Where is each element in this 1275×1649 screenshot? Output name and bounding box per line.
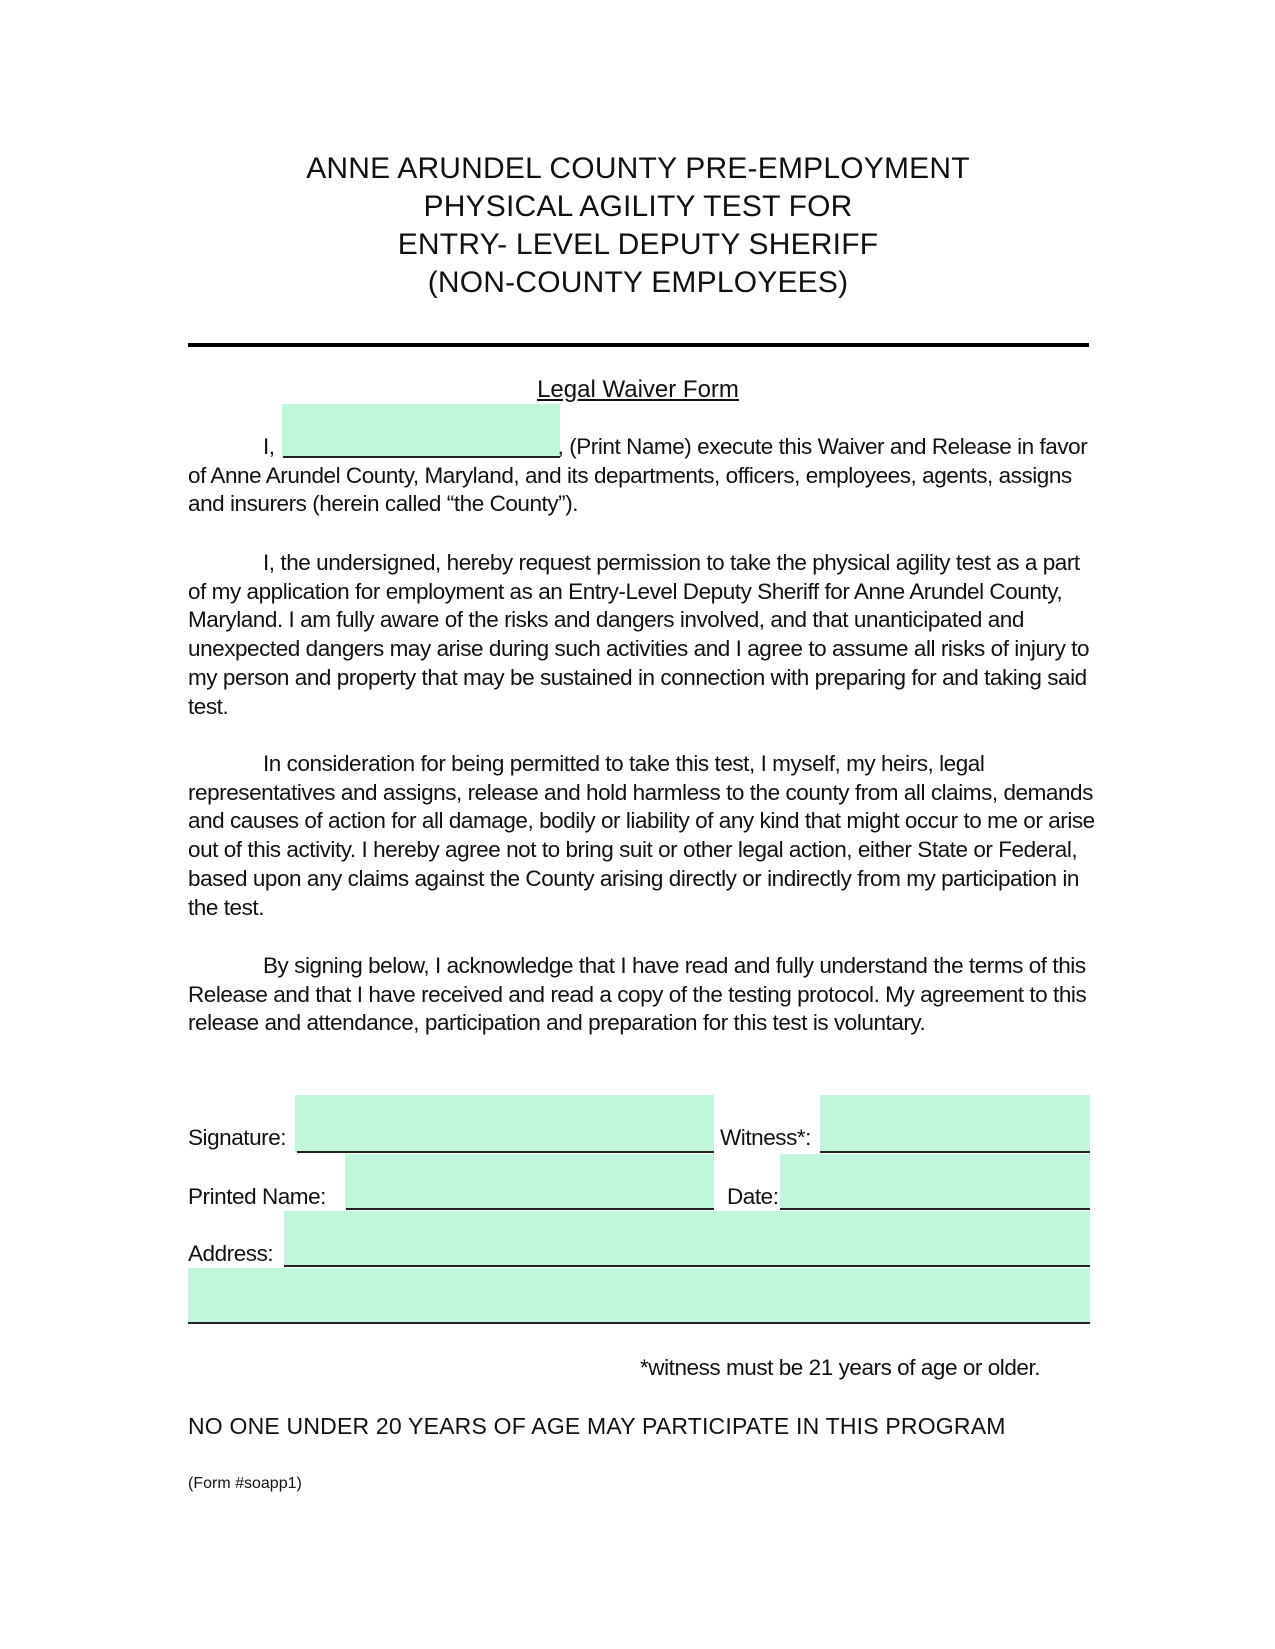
date-label: Date: [727,1184,779,1209]
address-line-1-field[interactable] [284,1211,1090,1266]
paragraph-release [188,750,1098,922]
paragraph-acknowledgement [188,952,1098,1038]
date-underline [780,1208,1090,1210]
date-field[interactable] [780,1154,1090,1209]
signature-label: Signature: [188,1125,287,1150]
title-line-1: ANNE ARUNDEL COUNTY PRE-EMPLOYMENT [306,152,970,185]
paragraph-1-rest: , (Print Name) execute this Waiver and Release in favor of Anne Arundel County, Maryland, and its departments, officers, employees, agents, assigns and insurers (herein called “the County”). [188,434,1088,517]
signature-underline [297,1151,714,1153]
title-line-3: ENTRY- LEVEL DEPUTY SHERIFF [397,228,879,261]
paragraph-1-start: I, [263,434,275,459]
witness-field[interactable] [820,1095,1090,1152]
signature-field[interactable] [295,1095,714,1152]
paragraph-4-text: By signing below, I acknowledge that I have read and fully understand the terms of this Release and that I have received and read a copy of the testing protocol. My agreement to this release and attendance, participation and preparation for this test is voluntary. [188,953,1087,1036]
address-label: Address: [188,1241,274,1266]
form-heading: Legal Waiver Form [537,376,739,403]
title-divider [188,343,1089,347]
address-line-2-field[interactable] [188,1268,1090,1323]
paragraph-waiver-intro [188,433,1098,519]
printed-name-field[interactable] [345,1154,714,1209]
document-title [188,150,1088,302]
witness-label: Witness*: [720,1125,811,1150]
witness-age-note: *witness must be 21 years of age or older. [640,1355,1041,1380]
printed-name-underline [346,1208,714,1210]
age-restriction-warning: NO ONE UNDER 20 YEARS OF AGE MAY PARTICIPATE IN THIS PROGRAM [188,1413,1006,1439]
address-line-2-underline [188,1322,1090,1324]
address-line-1-underline [284,1265,1090,1267]
witness-underline [820,1151,1090,1153]
form-number: (Form #soapp1) [188,1475,302,1492]
title-line-2: PHYSICAL AGILITY TEST FOR [423,190,853,223]
title-line-4: (NON-COUNTY EMPLOYEES) [427,266,849,299]
printed-name-label: Printed Name: [188,1184,326,1209]
paragraph-2-text: I, the undersigned, hereby request permission to take the physical agility test as a part of my application for employment as an Entry-Level Deputy Sheriff for Anne Arundel County, Maryland. I am fully aware of the risks and dangers involved, and that unanticipated and unexpected dangers may arise during such activities and I agree to assume all risks of injury to my person and property that may be sustained in connection with preparing for and taking said test. [188,550,1090,719]
paragraph-3-text: In consideration for being permitted to take this test, I myself, my heirs, legal representatives and assigns, release and hold harmless to the county from all claims, demands and causes of action for all damage, bodily or liability of any kind that might occur to me or arise out of this activity. I hereby agree not to bring suit or other legal action, either State or Federal, based upon any claims against the County arising directly or indirectly from my participation in the test. [188,751,1095,920]
paragraph-permission [188,549,1098,721]
